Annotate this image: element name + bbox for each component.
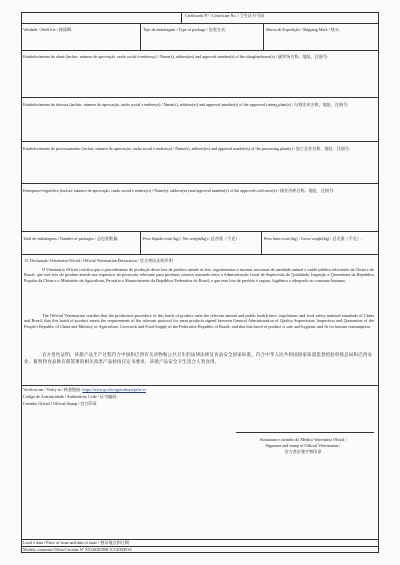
declaration-chinese: 官方兽医证明，该批产品生产过程符合中国和巴西有关动物和公共卫生的法律法规及食品安全国家标准，符合中华人民共和国国家质量监督检验检疫总局和巴西农业、畜牧和食品供应部签署的相关肉类产品检疫议定书要求，该批产品安全卫生适合人类食用。 [24,353,373,366]
authenticity-code-label: Código de Autenticidade / Authenticity Code / 证书编码: [23,394,118,399]
col-divider [140,231,141,254]
cutting-plant-label: Estabelecimento de desossa (incluir: número de aprovação, razão social e endereço) / Name(s), address(es) and approval number(s) of the approved cutting plant(s) / 分割企业名称、地址、注册号: [23,102,349,107]
col-divider [261,231,262,254]
rule [21,183,379,184]
rule [21,385,379,386]
rule [21,97,379,98]
declaration-portuguese: O Veterinário Oficial certifica que o procedimento de produção deste lote de produto atende às leis, regulamentos e normas nacionais de sanidade animal e saúde pública relevantes da China e do Brasil; que este lote do produto atende aos requisitos do protocolo relevante para produtos cárneos assinado entre a Administração Geral de Supervisão de Qualidade, Inspeção e Quarentena da República Popular da China e o Ministério da Agricultura, Pecuária e Abastecimento da República Federativa do Brasil, e que esse lote de produto é seguro, higiênico e adequado ao consumo humano. [24,267,374,283]
net-weight-label: Peso líquido total (kg) / Net weight(kg) / 总净重（千克）: [143,236,241,241]
col-divider [140,23,141,50]
header-divider [181,12,182,23]
cold-store-label: Entreposto-frigorífico (incluir: número de aprovação, razão social e endereço) / Name(s), address(es) and approval number(s) of the approved cold store(s) / 储存冷库名称、地址、注册号: [23,188,335,193]
gross-weight-label: Peso bruto total (kg) / Gross weight(kg) / 总毛重（千克）: [264,236,363,241]
rule [21,23,379,24]
rule [21,50,379,51]
processing-plant-label: Estabelecimento de processamento (incluir: número de aprovação, razão social e endereço) / Name(s), address(es) and approval number(s) of the processing plant(s) / 加工企业名称、地址、注册号: [23,146,351,151]
package-type-label: Tipo de embalagem / Type of package / 包装方式: [143,27,227,32]
rule [21,231,379,232]
signature-line [236,432,374,433]
official-stamp-label: Carimbo Oficial / Official Stamp / 官方印章 [23,401,97,406]
rule [21,254,379,255]
validity-label: Validade / Shelf life / 保质期: [23,27,73,32]
verify-label: Verificar em / Verify at / 核查链接: [23,387,83,392]
signature-label-en: Signature and stamp of Official Veterinarian / [265,443,341,448]
slaughterhouse-label: Estabelecimento de abate (incluir: número de aprovação, razão social e endereço) / Name(s), address(es) and approval number(s) of the slaughterhouse(s) / 屠宰场名称、地址、注册号: [23,54,329,59]
place-date-label: Local e data / Place of issue and date of issue / 签证地点和日期 [23,540,129,545]
certificate-number-label: Certificado N° / Certificate No. / 卫生证书号码 [185,13,265,18]
signature-label-cn: 官方兽医签字和印章 [284,449,322,454]
verify-line [23,387,373,392]
rule [21,141,379,142]
packages-total-label: Total de embalagens / Number of packages / 总包装数量: [23,236,119,241]
model-note: Modelo conforme Ofício-Circular Nº XX/2020/DHC/CGI/DIPOA [23,547,132,552]
shipping-mark-label: Marca de Expedição / Shipping Mark / 唛头: [266,27,341,32]
signature-label-pt: Assinatura e carimbo do Médico Veterinário Oficial / [259,437,347,442]
declaration-english: The Official Veterinarian certifies that the production procedure of this batch of product meet the relevant animal and public health laws, regulations and food safety national standards of China and Brazil, that this batch of product meets the requirements of the relevant protocol for meat products signed between General Administration of Quality Supervision, Inspection and Quarantine of the People's Republic of China and Ministry of Agriculture, Livestock and Food Supply of the Federative Republic of Brazil; and that this batch of product is safe and hygienic and fit for human consumption. [24,313,374,329]
declaration-heading: 15. Declaração Veterinária Oficial / Official Veterinarian Declaration / 官方兽医证明声明 [24,258,173,263]
col-divider [263,23,264,50]
verify-link[interactable]: https://www.gov.br/agricultura/pt-br/vi [82,387,146,392]
